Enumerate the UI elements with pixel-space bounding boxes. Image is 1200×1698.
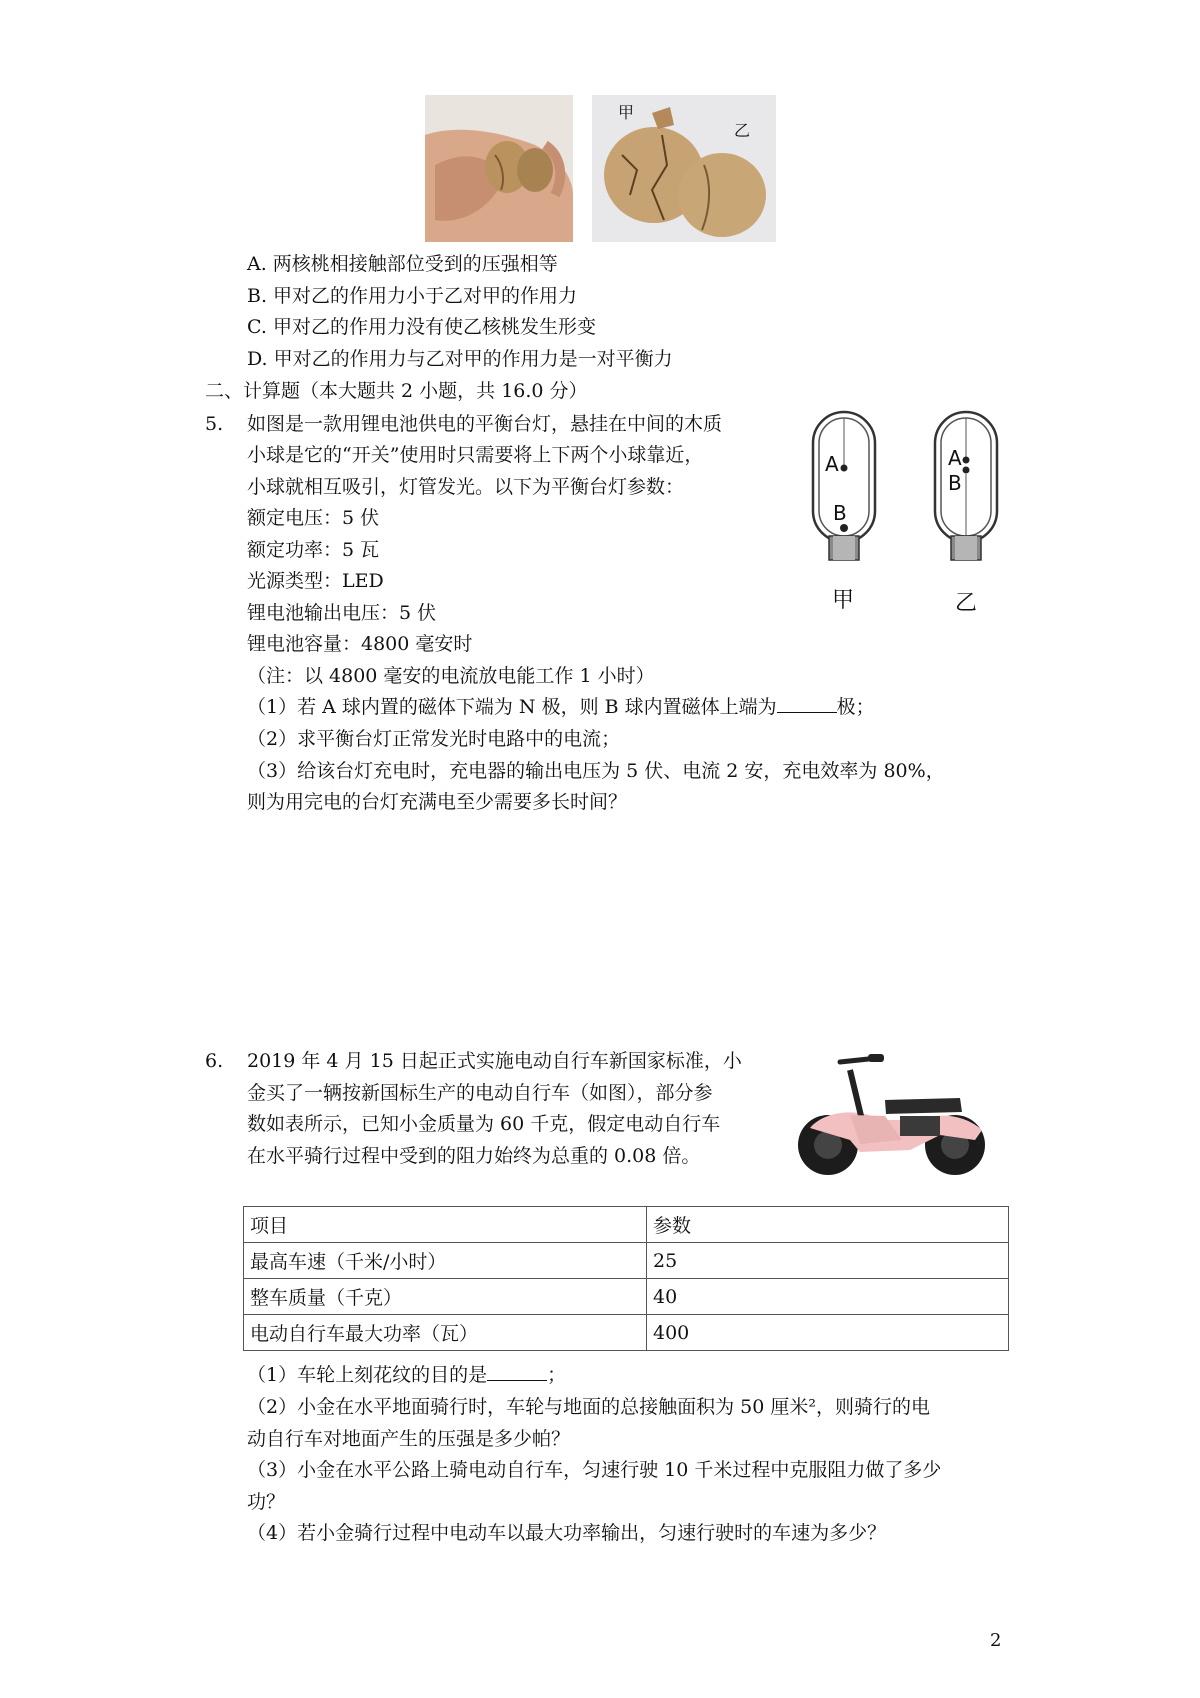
- option-d: D. 甲对乙的作用力与乙对甲的作用力是一对平衡力: [247, 348, 673, 370]
- q6-sub2-1: （2）小金在水平地面骑行时，车轮与地面的总接触面积为 50 厘米²，则骑行的电: [247, 1396, 930, 1418]
- q6-intro-1: 2019 年 4 月 15 日起正式实施电动自行车新国家标准，小: [247, 1050, 742, 1072]
- table-cell-item: 整车质量（千克）: [244, 1279, 647, 1315]
- q5-sub2: （2）求平衡台灯正常发光时电路中的电流；: [247, 728, 621, 750]
- table-row: [244, 1315, 1009, 1351]
- answer-blank: [777, 694, 837, 713]
- label-yi: 乙: [734, 121, 751, 140]
- table-cell-item: 最高车速（千米/小时）: [244, 1243, 647, 1279]
- option-c: C. 甲对乙的作用力没有使乙核桃发生形变: [247, 316, 596, 338]
- q5-param-2: 额定功率：5 瓦: [247, 539, 380, 561]
- q6-sub4: （4）若小金骑行过程中电动车以最大功率输出，匀速行驶时的车速为多少？: [247, 1522, 887, 1544]
- ball-b-label-yi: B: [948, 471, 962, 495]
- table-row: [244, 1279, 1009, 1315]
- ball-b-label: B: [833, 501, 847, 525]
- q5-param-5: 锂电池容量：4800 毫安时: [247, 633, 473, 655]
- table-header-row: [244, 1207, 1009, 1243]
- balance-lamp-figure: [805, 408, 1005, 618]
- q5-param-3: 光源类型：LED: [247, 570, 384, 592]
- q5-param-1: 额定电压：5 伏: [247, 507, 380, 529]
- label-jia: 甲: [618, 103, 635, 122]
- ball-a-label-yi: A: [948, 446, 962, 470]
- ball-a-label: A: [825, 452, 839, 476]
- q5-sub1: [247, 693, 875, 721]
- q6-sub3-1: （3）小金在水平公路上骑电动自行车，匀速行驶 10 千米过程中克服阻力做了多少: [247, 1459, 942, 1481]
- q5-intro-3: 小球就相互吸引，灯管发光。以下为平衡台灯参数：: [247, 476, 685, 498]
- q6-number: 6.: [205, 1050, 224, 1072]
- q5-sub3-2: 则为用完电的台灯充满电至少需要多长时间？: [247, 791, 628, 813]
- q5-sub1-end: 极；: [836, 696, 875, 718]
- ebike-figure: [790, 1040, 995, 1185]
- q6-intro-2: 金买了一辆按新国标生产的电动自行车（如图），部分参: [247, 1082, 713, 1104]
- q6-sub1: [247, 1361, 566, 1389]
- page-number: 2: [990, 1630, 1002, 1651]
- q5-param-4: 锂电池输出电压：5 伏: [247, 602, 437, 624]
- table-row: [244, 1243, 1009, 1279]
- table-cell-item: 电动自行车最大功率（瓦）: [244, 1315, 647, 1351]
- lamp-caption-yi: 乙: [955, 591, 978, 616]
- table-cell-value: 25: [647, 1243, 1009, 1279]
- q6-intro-3: 数如表所示，已知小金质量为 60 千克，假定电动自行车: [247, 1113, 721, 1135]
- q5-sub3-1: （3）给该台灯充电时，充电器的输出电压为 5 伏、电流 2 安，充电效率为 80%，: [247, 760, 945, 782]
- q5-intro-1: 如图是一款用锂电池供电的平衡台灯，悬挂在中间的木质: [247, 413, 723, 435]
- q6-sub3-2: 功？: [247, 1491, 286, 1513]
- q6-intro-4: 在水平骑行过程中受到的阻力始终为总重的 0.08 倍。: [247, 1145, 701, 1167]
- q5-intro-2: 小球是它的“开关”使用时只需要将上下两个小球靠近，: [247, 444, 704, 466]
- table-header-item: 项目: [244, 1207, 647, 1243]
- q5-sub1-text: （1）若 A 球内置的磁体下端为 N 极，则 B 球内置磁体上端为: [247, 696, 777, 718]
- walnut-cracked-photo: [592, 95, 776, 242]
- lamp-caption-jia: 甲: [832, 588, 855, 613]
- q5-note: （注：以 4800 毫安的电流放电能工作 1 小时）: [247, 665, 655, 687]
- q6-sub2-2: 动自行车对地面产生的压强是多少帕？: [247, 1428, 571, 1450]
- walnut-hand-photo: [425, 95, 573, 242]
- q6-sub1-text: （1）车轮上刻花纹的目的是: [247, 1364, 488, 1386]
- ebike-params-table: [243, 1206, 1009, 1351]
- option-a: A. 两核桃相接触部位受到的压强相等: [247, 253, 558, 275]
- section-heading: 二、计算题（本大题共 2 小题，共 16.0 分）: [205, 380, 588, 402]
- answer-blank: [487, 1362, 547, 1381]
- option-b: B. 甲对乙的作用力小于乙对甲的作用力: [247, 285, 578, 307]
- q6-sub1-end: ；: [547, 1364, 567, 1386]
- table-cell-value: 40: [647, 1279, 1009, 1315]
- table-header-value: 参数: [647, 1207, 1009, 1243]
- q5-number: 5.: [205, 413, 224, 435]
- table-cell-value: 400: [647, 1315, 1009, 1351]
